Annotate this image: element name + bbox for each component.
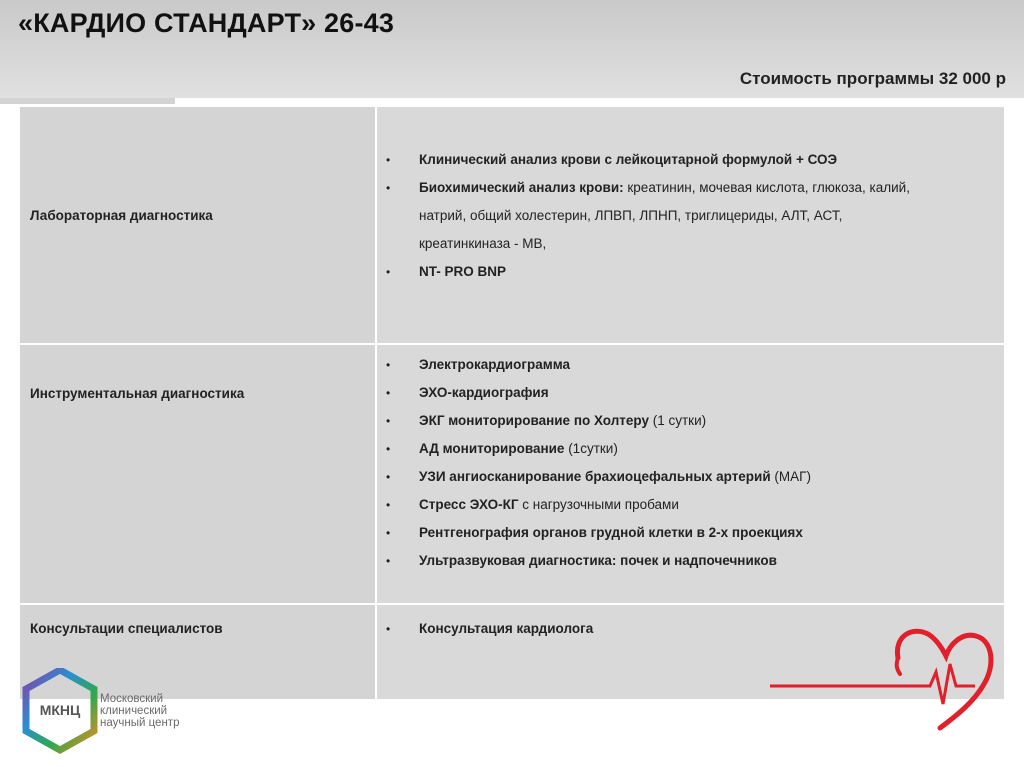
item-text: (МАГ) <box>770 469 811 484</box>
list-item <box>377 379 1004 407</box>
bullet-icon: • <box>386 470 391 484</box>
item-bold-text: АД мониторирование <box>419 441 565 456</box>
list-item <box>377 351 1004 379</box>
logo-text <box>100 693 179 729</box>
category-cell <box>19 106 376 344</box>
item-bold-text: УЗИ ангиосканирование брахиоцефальных артерий <box>419 469 771 484</box>
list-item-continuation <box>377 230 1004 258</box>
item-bold-text: Стресс ЭХО-КГ <box>419 497 519 512</box>
item-text: с нагрузочными пробами <box>518 497 679 512</box>
logo-line: клинический <box>100 705 168 717</box>
list-item <box>377 174 1004 202</box>
bullet-icon: • <box>386 526 391 540</box>
program-price: Стоимость программы 32 000 р <box>739 69 1006 88</box>
category-cell <box>19 344 376 604</box>
bullet-icon: • <box>386 442 391 456</box>
table-row-laboratory <box>19 106 1005 344</box>
item-bold-text: Ультразвуковая диагностика: почек и надпочечников <box>419 553 777 568</box>
bullet-icon: • <box>386 265 391 279</box>
list-item-continuation <box>377 202 1004 230</box>
table-row-instrumental <box>19 344 1005 604</box>
page-title: «КАРДИО СТАНДАРТ» 26-43 <box>18 8 395 38</box>
item-bold-text: Клинический анализ крови с лейкоцитарной формулой + СОЭ <box>419 152 838 167</box>
bullet-icon: • <box>386 386 391 400</box>
bullet-icon: • <box>386 498 391 512</box>
category-label: Инструментальная диагностика <box>30 386 245 401</box>
list-item <box>377 519 1004 547</box>
list-item <box>377 258 1004 286</box>
logo-abbr: МКНЦ <box>39 702 81 718</box>
bullet-icon: • <box>386 554 391 568</box>
item-text: креатинин, мочевая кислота, глюкоза, калий, <box>623 180 910 195</box>
bullet-icon: • <box>386 358 391 372</box>
item-bold-text: Консультация кардиолога <box>419 621 594 636</box>
items-cell <box>376 106 1005 344</box>
category-label: Лабораторная диагностика <box>30 208 213 223</box>
item-bold-text: NT- PRO BNP <box>419 264 507 279</box>
bullet-icon: • <box>386 153 391 167</box>
items-cell <box>376 344 1005 604</box>
logo-line: научный центр <box>100 717 180 729</box>
list-item <box>377 146 1004 174</box>
list-item <box>377 407 1004 435</box>
item-text: (1сутки) <box>564 441 618 456</box>
item-list <box>377 146 1004 286</box>
header-tab <box>0 98 175 104</box>
item-text: креатинкиназа - МВ, <box>419 236 547 251</box>
item-list <box>377 351 1004 575</box>
bullet-icon: • <box>386 414 391 428</box>
list-item <box>377 491 1004 519</box>
logo-line: Московский <box>100 693 164 705</box>
list-item <box>377 547 1004 575</box>
item-text: (1 сутки) <box>648 413 707 428</box>
item-bold-text: Рентгенография органов грудной клетки в 2-х проекциях <box>419 525 803 540</box>
list-item <box>377 463 1004 491</box>
item-text: натрий, общий холестерин, ЛПВП, ЛПНП, триглицериды, АЛТ, АСТ, <box>419 208 843 223</box>
item-bold-text: Биохимический анализ крови: <box>419 180 624 195</box>
bullet-icon: • <box>386 622 391 636</box>
item-bold-text: Электрокардиограмма <box>419 357 571 372</box>
item-bold-text: ЭКГ мониторирование по Холтеру <box>419 413 649 428</box>
heart-pulse-icon <box>770 612 1000 732</box>
list-item <box>377 435 1004 463</box>
category-label: Консультации специалистов <box>30 621 223 636</box>
item-bold-text: ЭХО-кардиография <box>419 385 549 400</box>
bullet-icon: • <box>386 181 391 195</box>
